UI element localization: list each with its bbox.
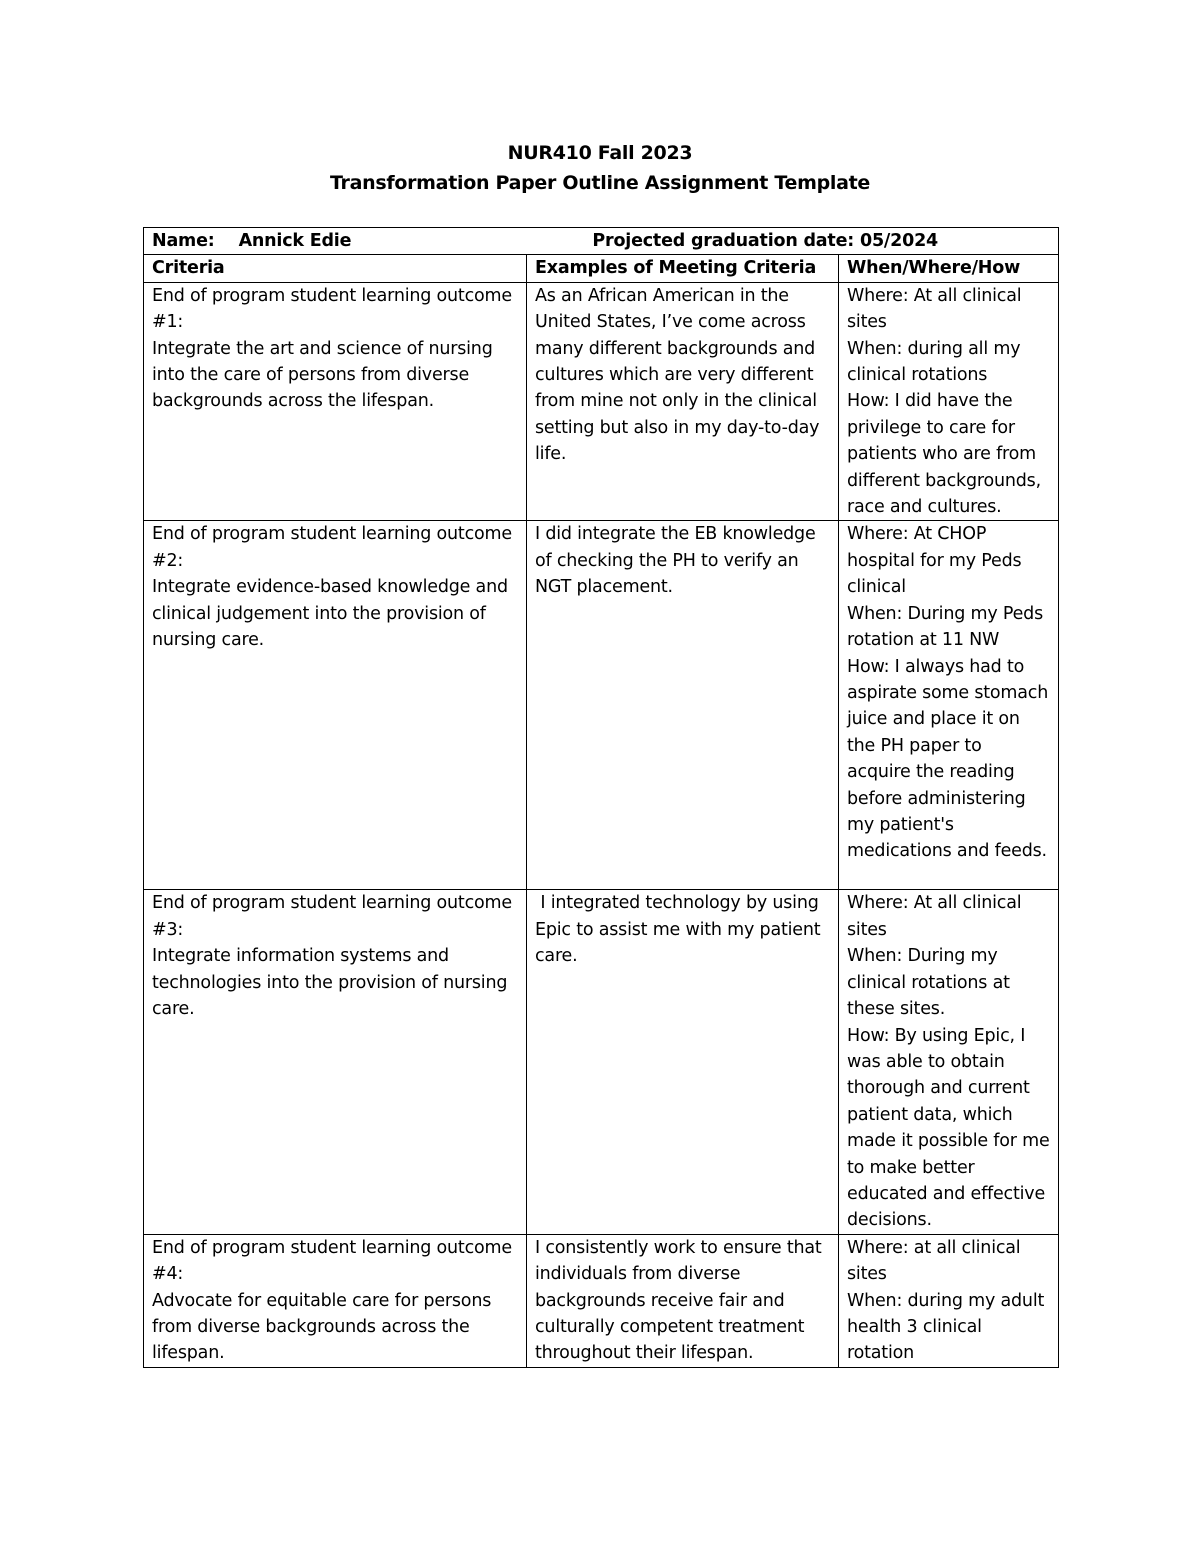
outcome-text: Integrate information systems and technologies into the provision of nursing care.: [152, 946, 508, 1020]
student-info-row: [144, 228, 1059, 255]
outcome-label: End of program student learning outcome #2:: [152, 524, 512, 571]
table-row: [144, 521, 1059, 890]
column-header-criteria: Criteria: [144, 255, 527, 282]
name-value: Annick Edie: [238, 231, 352, 251]
document-title: Transformation Paper Outline Assignment Template: [329, 172, 870, 194]
how-text: How: I did have the privilege to care for patients who are from different backgrounds, race and cultures.: [847, 391, 1041, 518]
graduation-label: Projected graduation date:: [592, 231, 855, 251]
column-header-examples: Examples of Meeting Criteria: [527, 255, 839, 282]
examples-cell: I consistently work to ensure that individuals from diverse backgrounds receive fair and culturally competent treatment throughout their lifespan.: [527, 1234, 839, 1367]
where-text: Where: at all clinical sites: [847, 1237, 1021, 1285]
where-text: Where: At all clinical sites: [847, 285, 1022, 333]
column-header-when-where-how: When/Where/How: [839, 255, 1059, 282]
when-text: When: During my clinical rotations at these sites.: [847, 946, 1010, 1020]
examples-cell: As an African American in the United States, I’ve come across many different backgrounds and cultures which are very different from mine not only in the clinical setting but also in my day-to-day life.: [527, 282, 839, 521]
where-text: Where: At all clinical sites: [847, 893, 1022, 940]
table-header-row: [144, 255, 1059, 282]
when-where-how-cell: [839, 521, 1059, 890]
when-where-how-cell: [839, 1234, 1059, 1367]
criteria-cell: [144, 521, 527, 890]
course-title: NUR410 Fall 2023: [507, 142, 693, 164]
how-text: How: By using Epic, I was able to obtain thorough and current patient data, which made it possible for me to make better educated and effective decisions.: [847, 1025, 1050, 1231]
when-where-how-cell: [839, 890, 1059, 1234]
document-header: [0, 138, 1200, 198]
outcome-label: End of program student learning outcome #4:: [152, 1237, 512, 1285]
table-row: [144, 890, 1059, 1234]
student-name: [152, 228, 351, 254]
when-where-how-cell: [839, 282, 1059, 521]
graduation-date: [592, 228, 938, 254]
criteria-cell: [144, 890, 527, 1234]
examples-cell: I did integrate the EB knowledge of checking the PH to verify an NGT placement.: [527, 521, 839, 890]
student-info-cell: [144, 228, 1059, 255]
outcome-label: End of program student learning outcome #3:: [152, 893, 512, 940]
when-text: When: during all my clinical rotations: [847, 338, 1021, 386]
where-text: Where: At CHOP hospital for my Peds clinical: [847, 524, 1022, 598]
outcome-text: Advocate for equitable care for persons from diverse backgrounds across the lifespan.: [152, 1290, 492, 1364]
how-text: How: I always had to aspirate some stomach juice and place it on the PH paper to acquire the reading before administering my patient's medications and feeds.: [847, 656, 1049, 862]
graduation-value: 05/2024: [859, 231, 939, 251]
outcome-label: End of program student learning outcome #1:: [152, 285, 512, 333]
criteria-cell: [144, 1234, 527, 1367]
outcome-text: Integrate the art and science of nursing into the care of persons from diverse backgrounds across the lifespan.: [152, 338, 493, 412]
name-label: Name:: [152, 231, 215, 251]
examples-cell: I integrated technology by using Epic to assist me with my patient care.: [527, 890, 839, 1234]
table-row: [144, 282, 1059, 521]
table-row: [144, 1234, 1059, 1367]
when-text: When: During my Peds rotation at 11 NW: [847, 603, 1043, 651]
outcome-text: Integrate evidence-based knowledge and clinical judgement into the provision of nursing care.: [152, 577, 508, 651]
outline-table: [143, 227, 1059, 1368]
when-text: When: during my adult health 3 clinical rotation: [847, 1290, 1045, 1364]
criteria-cell: [144, 282, 527, 521]
